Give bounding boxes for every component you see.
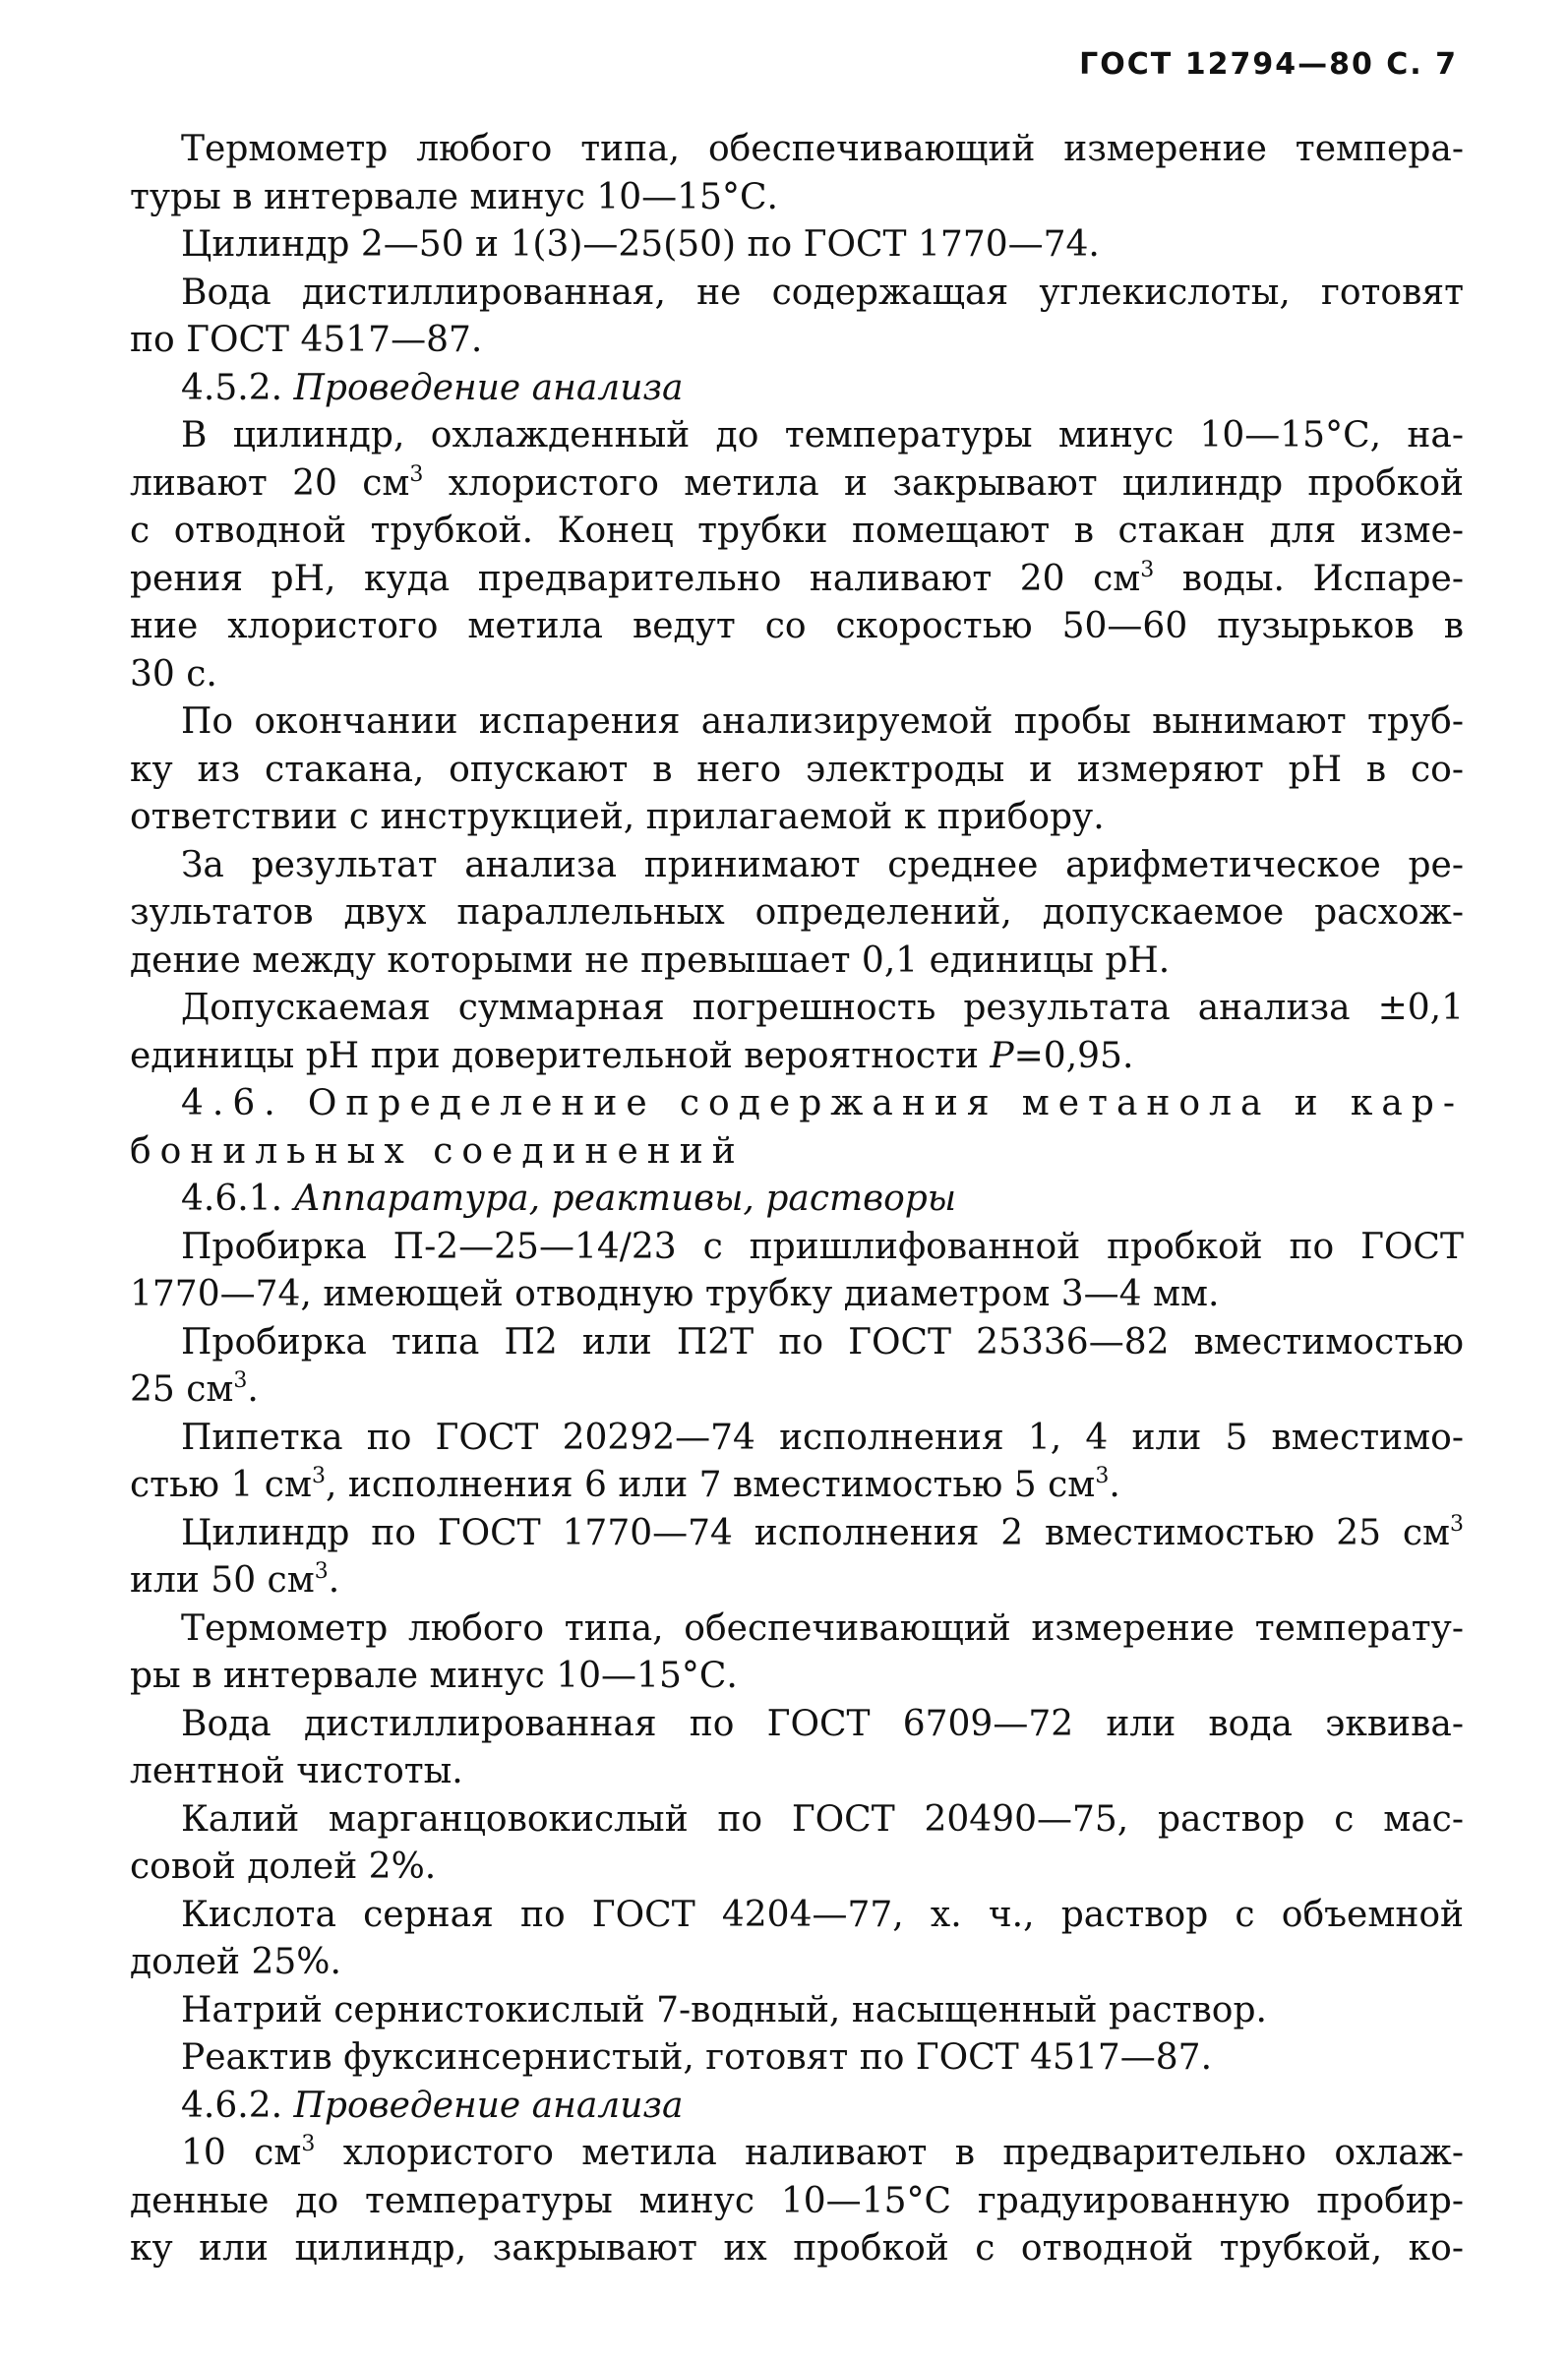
text-line: Пипетка по ГОСТ 20292—74 исполнения 1, 4 или 5 вместимо-: [181, 1417, 1464, 1458]
text-line: туры в интервале минус 10—15°С.: [130, 176, 778, 217]
text-line: Термометр любого типа, обеспечивающий измерение температу-: [181, 1607, 1464, 1649]
text-line: стью 1 $см^3$, исполнения 6 или 7 вместимостью 5 $см^3$.: [130, 1464, 1120, 1505]
text-line: Вода дистиллированная, не содержащая углекислоты, готовят: [181, 272, 1464, 313]
text-line: За результат анализа принимают среднее арифметическое ре-: [181, 844, 1464, 885]
text-line: совой долей 2%.: [130, 1847, 437, 1887]
section-heading: 4.6. Определение содержания метанола и кар-: [181, 1083, 1464, 1123]
text-line: Калий марганцовокислый по ГОСТ 20490—75, раствор с мас-: [181, 1798, 1464, 1840]
text-line: с отводной трубкой. Конец трубки помещают в стакан для изме-: [130, 511, 1464, 551]
section-heading: 4.5.2. Проведение анализа: [181, 367, 684, 408]
text-line: Реактив фуксинсернистый, готовят по ГОСТ 4517—87.: [181, 2037, 1213, 2078]
text-line: по ГОСТ 4517—87.: [130, 320, 483, 360]
text-line: долей 25%.: [130, 1942, 341, 1982]
text-line: ку или цилиндр, закрывают их пробкой с отводной трубкой, ко-: [130, 2228, 1464, 2269]
text-line: ние хлористого метила ведут со скоростью 50—60 пузырьков в: [130, 606, 1464, 646]
text-line: Пробирка типа П2 или П2Т по ГОСТ 25336—82 вместимостью: [181, 1321, 1464, 1363]
text-line: По окончании испарения анализируемой пробы вынимают труб-: [181, 701, 1464, 742]
subsection-heading: 4.6.1. Аппаратура, реактивы, растворы: [181, 1179, 957, 1219]
text-line: ры в интервале минус 10—15°С.: [130, 1656, 738, 1696]
subsection-heading: 4.6.2. Проведение анализа: [181, 2085, 684, 2126]
text-line: Цилиндр по ГОСТ 1770—74 исполнения 2 вместимостью 25 $см^3$: [181, 1511, 1464, 1553]
text-line: лентной чистоты.: [130, 1751, 463, 1791]
text-line: рения pH, куда предварительно наливают 20 $см^3$ воды. Испаре-: [130, 557, 1464, 599]
text-line: ку из стакана, опускают в него электроды и измеряют pH в со-: [130, 749, 1464, 790]
text-line: 1770—74, имеющей отводную трубку диаметром 3—4 мм.: [130, 1274, 1220, 1314]
text-line: или 50 $см^3$.: [130, 1559, 340, 1601]
page-header: ГОСТ 12794—80 С. 7: [1079, 47, 1458, 82]
text-line: ответствии с инструкцией, прилагаемой к прибору.: [130, 797, 1105, 837]
text-line: Пробирка П-2—25—14/23 с пришлифованной пробкой по ГОСТ: [181, 1226, 1464, 1267]
text-line: Кислота серная по ГОСТ 4204—77, х. ч., раствор с объемной: [181, 1894, 1464, 1935]
text-line: денные до температуры минус 10—15°С градуированную пробир-: [130, 2180, 1464, 2221]
text-line: В цилиндр, охлажденный до температуры минус 10—15°С, на-: [181, 415, 1464, 455]
text-line: единицы pH при доверительной вероятности P=0,95.: [130, 1035, 1134, 1076]
text-line: 25 $см^3$.: [130, 1368, 259, 1410]
text-line: Допускаемая суммарная погрешность результата анализа ±0,1: [181, 988, 1464, 1028]
text-line: 10 $см^3$ хлористого метила наливают в предварительно охлаж-: [181, 2132, 1465, 2173]
text-line: 30 с.: [130, 653, 217, 695]
section-heading: бонильных соединений: [130, 1130, 745, 1172]
text-line: Натрий сернистокислый 7-водный, насыщенный раствор.: [181, 1989, 1267, 2030]
text-line: ливают 20 $см^3$ хлористого метила и закрывают цилиндр пробкой: [130, 461, 1464, 504]
text-line: дение между которыми не превышает 0,1 единицы pH.: [130, 939, 1171, 981]
text-line: Цилиндр 2—50 и 1(3)—25(50) по ГОСТ 1770—74.: [181, 224, 1100, 265]
text-line: Термометр любого типа, обеспечивающий измерение темпера-: [181, 129, 1464, 169]
text-line: зультатов двух параллельных определений, допускаемое расхож-: [130, 892, 1464, 933]
document-body: [130, 126, 1464, 2273]
text-line: Вода дистиллированная по ГОСТ 6709—72 или вода эквива-: [181, 1703, 1464, 1744]
